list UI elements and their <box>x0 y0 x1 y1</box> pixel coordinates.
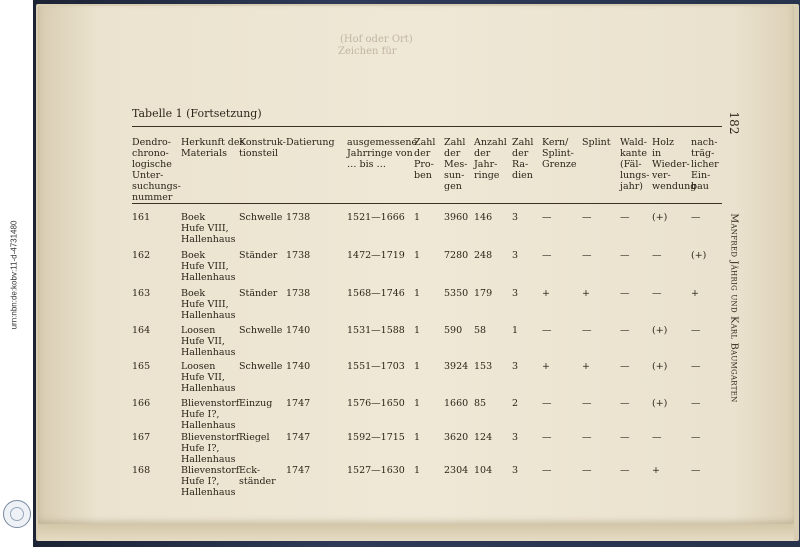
table-cell: — <box>620 325 630 336</box>
table-cell: Blievenstorf Hufe I?, Hallenhaus <box>181 465 240 498</box>
table-cell: 3960 <box>444 212 469 223</box>
book-page <box>38 6 794 524</box>
table-cell: 1740 <box>286 325 311 336</box>
table-cell: Ständer <box>239 250 278 261</box>
table-header-cell: ausgemessene Jahrringe von … bis … <box>347 137 418 170</box>
table-cell: — <box>582 250 592 261</box>
table-cell: — <box>620 288 630 299</box>
table-cell: Blievenstorf Hufe I?, Hallenhaus <box>181 398 240 431</box>
table-cell: 1747 <box>286 398 311 409</box>
table-cell: + <box>582 288 590 299</box>
table-top-rule <box>132 126 722 127</box>
table-cell: 162 <box>132 250 151 261</box>
table-cell: 3620 <box>444 432 469 443</box>
table-cell: Riegel <box>239 432 270 443</box>
table-cell: Boek Hufe VIII, Hallenhaus <box>181 212 236 245</box>
table-cell: 104 <box>474 465 493 476</box>
urn-identifier <box>6 215 22 335</box>
table-header-cell: Splint <box>582 137 611 148</box>
table-cell: 1 <box>414 288 421 299</box>
table-header-cell: Herkunft des Materials <box>181 137 245 159</box>
table-header-cell: Zahl der Ra- dien <box>512 137 534 181</box>
table-cell: — <box>620 250 630 261</box>
table-cell: 167 <box>132 432 151 443</box>
table-cell: 1747 <box>286 465 311 476</box>
table-cell: (+) <box>652 361 668 372</box>
table-cell: 1 <box>414 398 421 409</box>
table-cell: Eck- ständer <box>239 465 276 487</box>
table-cell: — <box>542 325 552 336</box>
table-cell: 58 <box>474 325 487 336</box>
table-cell: — <box>691 398 701 409</box>
table-cell: Boek Hufe VIII, Hallenhaus <box>181 250 236 283</box>
faint-stamp-line-1: (Hof oder Ort) <box>340 34 413 45</box>
table-cell: + <box>542 361 550 372</box>
page-number <box>727 113 741 133</box>
table-cell: Ständer <box>239 288 278 299</box>
table-cell: 5350 <box>444 288 469 299</box>
table-header-cell: Datierung <box>286 137 335 148</box>
table-cell: — <box>582 212 592 223</box>
table-cell: — <box>620 398 630 409</box>
table-cell: + <box>582 361 590 372</box>
table-cell: — <box>691 465 701 476</box>
table-header-cell: Dendro- chrono- logische Unter- suchungs- nummer <box>132 137 181 203</box>
table-cell: Loosen Hufe VII, Hallenhaus <box>181 361 236 394</box>
running-head <box>727 213 741 403</box>
table-cell: — <box>542 465 552 476</box>
table-cell: — <box>620 432 630 443</box>
table-cell: + <box>691 288 699 299</box>
table-cell: 1568—1746 <box>347 288 405 299</box>
table-cell: Blievenstorf Hufe I?, Hallenhaus <box>181 432 240 465</box>
table-cell: 146 <box>474 212 493 223</box>
urn-text: urn:nbn:de:kobv:11-d-4731480 <box>9 220 19 330</box>
table-cell: Boek Hufe VIII, Hallenhaus <box>181 288 236 321</box>
table-cell: 1660 <box>444 398 469 409</box>
table-cell: Schwelle <box>239 361 283 372</box>
table-cell: (+) <box>652 398 668 409</box>
table-cell: 3 <box>512 432 519 443</box>
table-cell: 3 <box>512 465 519 476</box>
table-cell: — <box>620 212 630 223</box>
table-cell: 1738 <box>286 250 311 261</box>
table-cell: 590 <box>444 325 463 336</box>
table-cell: 1 <box>414 250 421 261</box>
table-cell: + <box>542 288 550 299</box>
table-cell: 179 <box>474 288 493 299</box>
table-cell: 1738 <box>286 288 311 299</box>
table-header-cell: Holz in Wieder- ver- wendung <box>652 137 697 192</box>
table-cell: — <box>691 432 701 443</box>
table-cell: 3924 <box>444 361 469 372</box>
table-cell: 164 <box>132 325 151 336</box>
table-cell: 161 <box>132 212 151 223</box>
table-cell: — <box>582 432 592 443</box>
table-cell: 2 <box>512 398 519 409</box>
page-number-text: 182 <box>727 111 741 135</box>
faint-stamp-line-2: Zeichen für <box>338 46 397 57</box>
table-cell: 124 <box>474 432 493 443</box>
table-cell: 1 <box>414 432 421 443</box>
table-cell: 2304 <box>444 465 469 476</box>
table-cell: 1551—1703 <box>347 361 405 372</box>
table-cell: (+) <box>691 250 707 261</box>
table-cell: — <box>582 398 592 409</box>
table-cell: — <box>652 288 662 299</box>
book-page-bottom <box>38 524 794 541</box>
table-cell: Loosen Hufe VII, Hallenhaus <box>181 325 236 358</box>
table-cell: — <box>582 465 592 476</box>
table-cell: 1527—1630 <box>347 465 405 476</box>
table-header-cell: Anzahl der Jahr- ringe <box>474 137 507 181</box>
table-cell: 7280 <box>444 250 469 261</box>
table-cell: 1 <box>414 361 421 372</box>
table-cell: 153 <box>474 361 493 372</box>
table-cell: 1531—1588 <box>347 325 405 336</box>
table-cell: 1521—1666 <box>347 212 405 223</box>
table-cell: 1 <box>414 212 421 223</box>
table-cell: — <box>691 212 701 223</box>
table-cell: 1 <box>414 325 421 336</box>
table-cell: 1 <box>512 325 519 336</box>
table-cell: 1740 <box>286 361 311 372</box>
table-cell: 3 <box>512 361 519 372</box>
running-head-text: Manfred Jährig und Karl Baumgarten <box>728 213 740 403</box>
table-cell: + <box>652 465 660 476</box>
table-header-cell: Zahl der Mes- sun- gen <box>444 137 468 192</box>
table-header-cell: Zahl der Pro- ben <box>414 137 436 181</box>
table-cell: 1 <box>414 465 421 476</box>
table-cell: — <box>542 212 552 223</box>
table-cell: 1576—1650 <box>347 398 405 409</box>
table-cell: 168 <box>132 465 151 476</box>
table-cell: — <box>542 398 552 409</box>
table-cell: 1592—1715 <box>347 432 405 443</box>
table-cell: — <box>542 250 552 261</box>
table-cell: — <box>691 325 701 336</box>
table-cell: 163 <box>132 288 151 299</box>
table-cell: — <box>620 465 630 476</box>
table-header-cell: Kern/ Splint- Grenze <box>542 137 577 170</box>
table-cell: 3 <box>512 288 519 299</box>
table-cell: — <box>652 250 662 261</box>
table-cell: — <box>582 325 592 336</box>
table-cell: 85 <box>474 398 487 409</box>
table-cell: — <box>652 432 662 443</box>
table-header-cell: Konstruk- tionsteil <box>239 137 286 159</box>
table-header-cell: nach- träg- licher Ein- bau <box>691 137 719 192</box>
table-cell: 166 <box>132 398 151 409</box>
table-cell: Schwelle <box>239 212 283 223</box>
table-cell: 3 <box>512 212 519 223</box>
table-cell: Schwelle <box>239 325 283 336</box>
table-header-rule <box>132 203 722 204</box>
table-cell: (+) <box>652 325 668 336</box>
table-cell: 248 <box>474 250 493 261</box>
table-caption: Tabelle 1 (Fortsetzung) <box>132 107 262 120</box>
table-cell: 1472—1719 <box>347 250 405 261</box>
table-cell: 165 <box>132 361 151 372</box>
table-cell: 3 <box>512 250 519 261</box>
table-header-cell: Wald- kante (Fäl- lungs- jahr) <box>620 137 650 192</box>
table-cell: — <box>620 361 630 372</box>
table-cell: 1738 <box>286 212 311 223</box>
library-seal-icon <box>3 500 31 528</box>
table-cell: — <box>542 432 552 443</box>
table-cell: (+) <box>652 212 668 223</box>
table-cell: — <box>691 361 701 372</box>
table-cell: Einzug <box>239 398 273 409</box>
table-cell: 1747 <box>286 432 311 443</box>
